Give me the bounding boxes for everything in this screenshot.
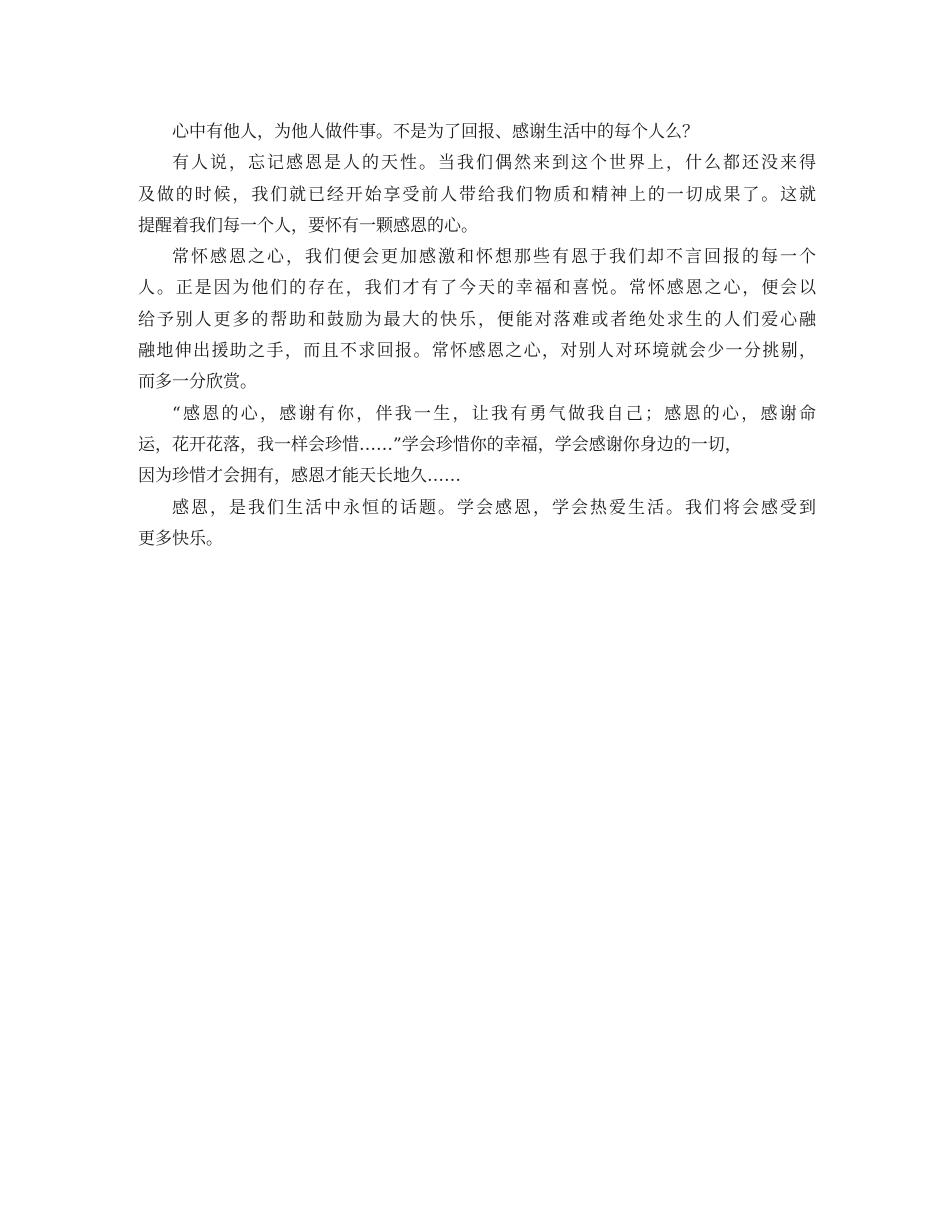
paragraph-line: 运，花开花落，我一样会珍惜……”学会珍惜你的幸福，学会感谢你身边的一切， [138,434,742,455]
paragraph-line: 因为珍惜才会拥有，感恩才能天长地久…… [138,466,461,487]
paragraph-1 [138,117,816,148]
paragraph-line: “感恩的心，感谢有你，伴我一生，让我有勇气做我自己；感恩的心，感谢命 [172,403,816,424]
paragraph-line: 人。正是因为他们的存在，我们才有了今天的幸福和喜悦。常怀感恩之心，便会以 [138,278,816,299]
paragraph-line: 给予别人更多的帮助和鼓励为最大的快乐，便能对落难或者绝处求生的人们爱心融 [138,309,816,330]
paragraph-line: 融地伸出援助之手，而且不求回报。常怀感恩之心，对别人对环境就会少一分挑剔， [138,341,816,362]
paragraph-5 [138,493,816,556]
paragraph-line: 更多快乐。 [138,528,223,549]
paragraph-3 [138,242,816,398]
paragraph-line: 有人说，忘记感恩是人的天性。当我们偶然来到这个世界上，什么都还没来得 [172,153,816,174]
paragraph-2 [138,148,816,242]
paragraph-line: 心中有他人，为他人做件事。不是为了回报、感谢生活中的每个人么？ [172,122,699,142]
paragraph-line: 提醒着我们每一个人，要怀有一颗感恩的心。 [138,215,478,236]
paragraph-line: 感恩，是我们生活中永恒的话题。学会感恩，学会热爱生活。我们将会感受到 [172,497,816,518]
paragraph-4 [138,399,816,493]
paragraph-line: 而多一分欣赏。 [138,372,257,393]
paragraph-line: 及做的时候，我们就已经开始享受前人带给我们物质和精神上的一切成果了。这就 [138,184,816,205]
paragraph-line: 常怀感恩之心，我们便会更加感激和怀想那些有恩于我们却不言回报的每一个 [172,247,816,268]
document-page [138,117,816,555]
